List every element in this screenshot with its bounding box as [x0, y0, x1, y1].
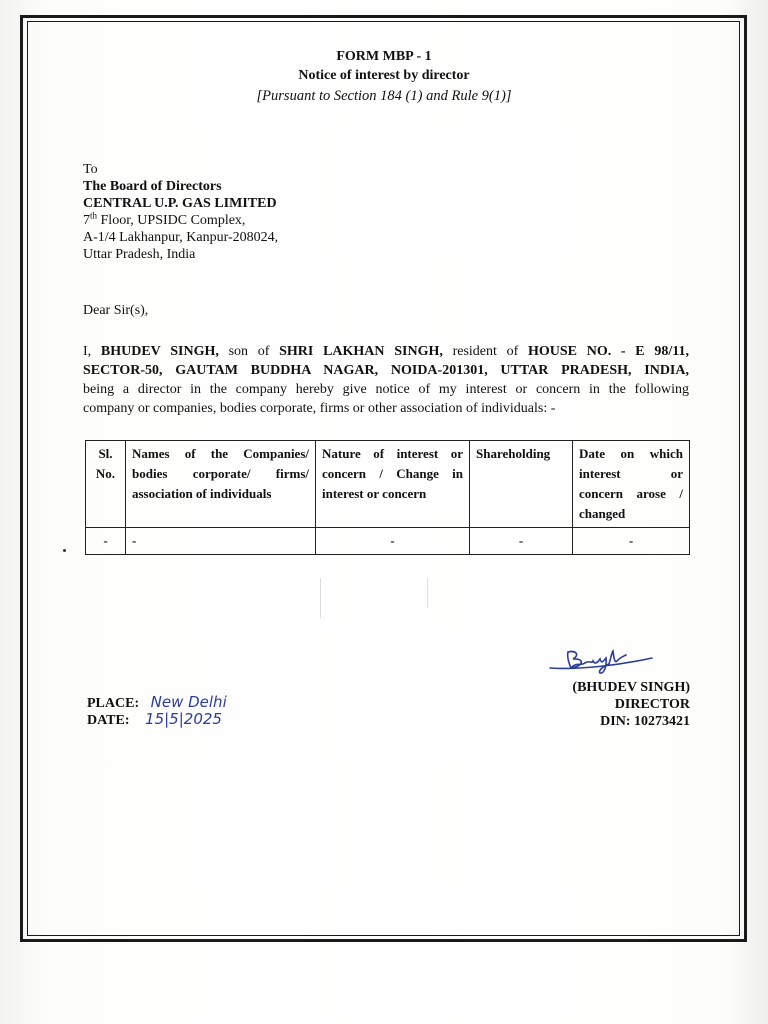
date-label: DATE:: [87, 713, 130, 728]
interest-table: [85, 440, 690, 555]
header-date: Date on which interest or concern arose / changed: [573, 441, 690, 528]
table-row: [86, 528, 690, 555]
header-nature: Nature of interest or concern / Change in interest or concern: [316, 441, 470, 528]
addressee-company: CENTRAL U.P. GAS LIMITED: [83, 196, 277, 211]
addressee-floor: 7th Floor, UPSIDC Complex,: [83, 210, 246, 228]
salutation: Dear Sir(s),: [83, 303, 149, 318]
handwritten-signature: [540, 642, 660, 682]
paragraph-line-3: being a director in the company hereby give notice of my interest or concern in the following: [83, 382, 689, 397]
paragraph-line-2: SECTOR-50, GAUTAM BUDDHA NAGAR, NOIDA-201301, UTTAR PRADESH, INDIA,: [83, 363, 689, 378]
fold-mark: [320, 578, 321, 618]
addressee-street: A-1/4 Lakhanpur, Kanpur-208024,: [83, 230, 279, 245]
paragraph-line-1: I, BHUDEV SINGH, son of SHRI LAKHAN SINGH, resident of HOUSE NO. - E 98/11,: [83, 344, 689, 359]
speck: [63, 549, 66, 552]
cell-date: -: [573, 528, 690, 555]
place-value: New Delhi: [150, 693, 227, 711]
form-title: FORM MBP - 1: [336, 49, 432, 64]
form-reference: [Pursuant to Section 184 (1) and Rule 9(1)]: [256, 88, 512, 104]
cell-sl: -: [86, 528, 126, 555]
signatory-designation: DIRECTOR: [614, 697, 690, 712]
addressee-to: To: [83, 162, 98, 177]
header-sl-no: Sl. No.: [86, 441, 126, 528]
signatory-name: (BHUDEV SINGH): [572, 680, 690, 695]
cell-shareholding: -: [470, 528, 573, 555]
form-subtitle: Notice of interest by director: [298, 68, 470, 83]
paragraph-line-4: company or companies, bodies corporate, firms or other association of individuals: -: [83, 401, 556, 416]
date-field: [87, 710, 222, 729]
cell-nature: -: [316, 528, 470, 555]
addressee-state: Uttar Pradesh, India: [83, 247, 196, 262]
date-value: 15|5|2025: [145, 710, 222, 728]
fold-mark: [427, 578, 428, 608]
table-header-row: [86, 441, 690, 528]
place-label: PLACE:: [87, 696, 140, 711]
header-names: Names of the Companies/ bodies corporate/ firms/ association of individuals: [126, 441, 316, 528]
cell-names: -: [126, 528, 316, 555]
notice-paragraph: [83, 342, 689, 418]
signatory-din: DIN: 10273421: [600, 714, 690, 729]
addressee-line1: The Board of Directors: [83, 179, 222, 194]
header-shareholding: Shareholding: [470, 441, 573, 528]
